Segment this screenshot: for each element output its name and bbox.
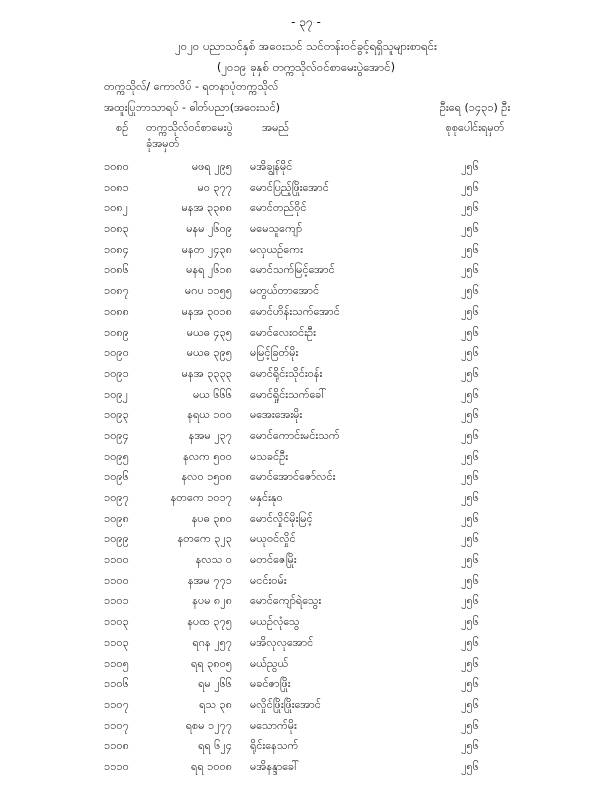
roll-number: နရယ ၁၀၀ bbox=[187, 408, 232, 422]
table-row bbox=[0, 757, 612, 778]
student-name: မနှင်းနုဝ bbox=[250, 491, 283, 504]
roll-number: နပထ ၃၇၅ bbox=[187, 615, 232, 629]
total-score: ၂၅၆ bbox=[461, 304, 479, 318]
row-number: ၁၀၈၁ bbox=[104, 180, 129, 194]
row-number: ၁၀၈၈ bbox=[104, 304, 129, 318]
table-row bbox=[0, 529, 612, 550]
student-name: မောင်အောင်ဇော်လင်း bbox=[250, 470, 336, 484]
student-name: မယုဝင်လှိုင် bbox=[250, 532, 296, 546]
student-name: မောင်ပြည့်ဖြိုးအောင် bbox=[250, 180, 329, 194]
total-score: ၂၅၆ bbox=[461, 449, 479, 463]
roll-number: မနအ ၃၃၃၃ bbox=[181, 366, 232, 380]
row-number: ၁၀၉၁ bbox=[104, 366, 129, 380]
total-score: ၂၅၆ bbox=[461, 470, 479, 484]
total-score: ၂၅၆ bbox=[461, 160, 479, 173]
table-row bbox=[0, 302, 612, 323]
table-row bbox=[0, 426, 612, 447]
roll-number: နလဝ ၁၅၀၈ bbox=[181, 470, 232, 484]
total-score: ၂၅၆ bbox=[461, 180, 479, 194]
roll-number: နတကေ ၁၀၁၇ bbox=[170, 491, 232, 504]
student-name: မအိနန္ဒာခေါ် bbox=[250, 759, 299, 773]
table-row bbox=[0, 240, 612, 261]
roll-number: မနအ ၃၃၈၈ bbox=[181, 201, 232, 215]
roll-number: မနအ ၃၀၁၈ bbox=[181, 304, 232, 318]
table-row bbox=[0, 467, 612, 488]
row-number: ၁၀၉၇ bbox=[104, 491, 129, 504]
row-number: ၁၁၀၀ bbox=[104, 573, 129, 587]
row-number: ၁၀၉၆ bbox=[104, 470, 129, 484]
row-number: ၁၁၀၆ bbox=[104, 677, 129, 691]
row-number: ၁၁၀၀ bbox=[104, 553, 129, 567]
document-title: ၂၀၂၀ ပညာသင်နှစ် အဝေးသင် သင်တန်းဝင်ခွင့်ရရှိသူများစာရင်း bbox=[175, 39, 437, 53]
roll-number: မနတ ၂၄၃၈ bbox=[181, 242, 232, 256]
total-score: ၂၅၆ bbox=[461, 635, 479, 649]
roll-number: နပမ ၈၂၈ bbox=[192, 594, 232, 608]
table-row bbox=[0, 612, 612, 633]
total-score: ၂၅၆ bbox=[461, 284, 479, 298]
total-score: ၂၅၆ bbox=[461, 532, 479, 546]
student-name: မယဉ်လုံသွေ bbox=[250, 615, 300, 629]
row-number: ၁၀၈၃ bbox=[104, 222, 129, 236]
student-name: မငင်းဝမ်း bbox=[250, 573, 287, 587]
total-score: ၂၅၆ bbox=[461, 325, 479, 339]
row-number: ၁၀၉၃ bbox=[104, 408, 129, 422]
table-row bbox=[0, 654, 612, 675]
row-number: ၁၀၈၄ bbox=[104, 242, 129, 256]
roll-number: နလသ ၀ bbox=[195, 553, 232, 567]
roll-number: နအမ ၇၇၁ bbox=[187, 573, 232, 587]
roll-number: ရသ ၃၈ bbox=[199, 697, 232, 711]
student-name: မလှိုင်ဖြိုးဖြိုးအောင် bbox=[250, 697, 321, 711]
roll-number: မနရ ၂၆၁၈ bbox=[186, 263, 232, 277]
total-score: ၂၅၆ bbox=[461, 759, 479, 773]
row-number: ၁၀၉၉ bbox=[104, 532, 129, 546]
table-row bbox=[0, 550, 612, 571]
table-row bbox=[0, 405, 612, 426]
score-column-header: စုစုပေါင်းရမှတ် bbox=[445, 121, 505, 134]
table-row bbox=[0, 385, 612, 406]
table-row bbox=[0, 571, 612, 592]
total-score: ၂၅၆ bbox=[461, 222, 479, 236]
student-name: မအိလုလုအောင် bbox=[250, 635, 314, 649]
row-number: ၁၁၀၃ bbox=[104, 635, 129, 649]
roll-number: ရရ ၆၂၄ bbox=[198, 739, 232, 753]
row-number: ၁၁၀၇ bbox=[104, 718, 129, 732]
table-row bbox=[0, 674, 612, 695]
table-row bbox=[0, 281, 612, 302]
roll-number: နအမ ၂၃၇ bbox=[188, 428, 232, 442]
specialization-line: အထူးပြုဘာသာရပ် - ဓါတ်ပညာ(အဝေးသင်) bbox=[104, 101, 281, 114]
roll-column-header-line2: ခုံအမှတ် bbox=[146, 137, 180, 150]
university-line: တက္ကသိုလ်/ ကောလိပ် - ရတနာပုံတက္ကသိုလ် bbox=[104, 80, 279, 93]
no-column-header: စဉ် bbox=[116, 121, 129, 134]
table-row bbox=[0, 736, 612, 757]
total-score: ၂၅၆ bbox=[461, 346, 479, 360]
roll-number: မနမ ၂၆၀၉ bbox=[186, 222, 232, 236]
table-row bbox=[0, 364, 612, 385]
row-number: ၁၀၈၀ bbox=[104, 160, 129, 173]
student-name: မမေသူကျော် bbox=[250, 222, 303, 236]
results-table bbox=[0, 157, 612, 778]
student-name: မအေးအေးမိုး bbox=[250, 408, 303, 422]
roll-number: မဂပ ၁၁၅၅ bbox=[184, 284, 232, 298]
total-score: ၂၅၆ bbox=[461, 656, 479, 670]
student-name: မအိချွန်မိုင် bbox=[250, 160, 293, 173]
table-row bbox=[0, 716, 612, 737]
student-name: မသခင်ဦး bbox=[250, 449, 289, 463]
row-number: ၁၀၉၅ bbox=[104, 449, 129, 463]
student-name: မခင်ဇာဖြိုး bbox=[250, 677, 291, 691]
roll-number: ရရ ၃၈၀၅ bbox=[191, 656, 232, 670]
student-name: မောင်ရိုင်းသိုင်းဝန်း bbox=[250, 366, 323, 380]
total-score: ၂၅၆ bbox=[461, 739, 479, 753]
table-row bbox=[0, 633, 612, 654]
row-number: ၁၁၀၇ bbox=[104, 697, 129, 711]
roll-number: နတကေ ၃၂၃ bbox=[177, 532, 232, 546]
row-number: ၁၁၀၅ bbox=[104, 656, 129, 670]
total-score: ၂၅၆ bbox=[461, 677, 479, 691]
roll-number: ရရ ၁၀၀၈ bbox=[191, 759, 232, 773]
student-name: မောင်ကောင်းမင်းသက် bbox=[250, 428, 340, 442]
roll-number: မယဓ ၄၃၅ bbox=[186, 325, 232, 339]
student-name: မမြင့်ခြတ်မိုး bbox=[250, 346, 299, 360]
total-score: ၂၅၆ bbox=[461, 428, 479, 442]
table-row bbox=[0, 695, 612, 716]
total-score: ၂၅၆ bbox=[461, 573, 479, 587]
row-number: ၁၀၉၈ bbox=[104, 511, 129, 525]
student-name: မတွယ်တာအောင် bbox=[250, 284, 320, 298]
row-number: ၁၀၉၂ bbox=[104, 387, 128, 401]
student-name: မယ်ညွယ် bbox=[250, 656, 289, 670]
row-number: ၁၀၈၆ bbox=[104, 263, 129, 277]
table-row bbox=[0, 447, 612, 468]
roll-number: မယဓ ၃၉၅ bbox=[186, 346, 232, 360]
table-row bbox=[0, 323, 612, 344]
page-number: - ၃၇ - bbox=[291, 15, 321, 29]
total-score: ၂၅၆ bbox=[461, 387, 479, 401]
row-number: ၁၀၈၇ bbox=[104, 284, 129, 298]
total-score: ၂၅၆ bbox=[461, 511, 479, 525]
table-row bbox=[0, 343, 612, 364]
roll-number: ရစမ ၁၂၇၇ bbox=[185, 718, 232, 732]
row-number: ၁၁၀၃ bbox=[104, 615, 129, 629]
student-name: မောင်ရှိုင်းသက်ခေါ် bbox=[250, 387, 327, 401]
student-name: မောင်လေးဝင်းဦး bbox=[250, 325, 316, 339]
row-number: ၁၀၈၉ bbox=[104, 325, 129, 339]
row-number: ၁၀၈၂ bbox=[104, 201, 129, 215]
student-name: မောင်တည်ဝိုင် bbox=[250, 201, 307, 215]
table-row bbox=[0, 198, 612, 219]
table-row bbox=[0, 260, 612, 281]
student-name: မလှယဉ်ကေး bbox=[250, 242, 303, 256]
total-score: ၂၅၆ bbox=[461, 491, 479, 504]
row-number: ၁၀၉၄ bbox=[104, 428, 129, 442]
row-number: ၁၁၁၀ bbox=[104, 759, 129, 773]
student-name: မတင်ဇေမြိုး bbox=[250, 553, 297, 567]
roll-number: နပဓ ၃၈၀ bbox=[191, 511, 232, 525]
student-name: မောင်သက်မြင့်အောင် bbox=[250, 263, 335, 277]
total-score: ၂၅၆ bbox=[461, 408, 479, 422]
total-score: ၂၅၆ bbox=[461, 718, 479, 732]
roll-number: မဖရ ၂၉၅ bbox=[191, 160, 232, 173]
student-name: မောင်ဟိန်းသက်အောင် bbox=[250, 304, 340, 318]
total-score: ၂၅၆ bbox=[461, 594, 479, 608]
document-subtitle: (၂၀၁၉ ခုနှစ် တက္ကသိုလ်ဝင်စာမေးပွဲအောင်) bbox=[216, 60, 396, 74]
roll-number: ရမ ၂၆၆ bbox=[198, 677, 232, 691]
name-column-header: အမည် bbox=[262, 121, 290, 134]
total-score: ၂၅၆ bbox=[461, 615, 479, 629]
total-score: ၂၅၆ bbox=[461, 553, 479, 567]
table-row bbox=[0, 219, 612, 240]
total-score: ၂၅၆ bbox=[461, 242, 479, 256]
total-score: ၂၅၆ bbox=[461, 201, 479, 215]
total-score: ၂၅၆ bbox=[461, 697, 479, 711]
row-number: ၁၁၀၈ bbox=[104, 739, 129, 753]
total-score: ၂၅၆ bbox=[461, 263, 479, 277]
table-row bbox=[0, 591, 612, 612]
roll-number: ရဂန ၂၅၇ bbox=[192, 635, 232, 649]
roll-column-header: တက္ကသိုလ်ဝင်စာမေးပွဲ bbox=[146, 121, 233, 134]
total-count-label: ဦးရေ (၁၄၃၁) ဦး bbox=[439, 101, 511, 114]
roll-number: မယ ၆၆၆ bbox=[192, 387, 232, 401]
table-row bbox=[0, 488, 612, 509]
total-score: ၂၅၆ bbox=[461, 366, 479, 380]
student-name: မောင်လှိုင်မိုးမြင့် bbox=[250, 511, 313, 525]
table-row bbox=[0, 178, 612, 199]
student-name: ရိုင်းနေသက် bbox=[250, 739, 299, 753]
roll-number: နလက ၅၀၀ bbox=[183, 449, 232, 463]
table-row bbox=[0, 157, 612, 178]
row-number: ၁၀၉၀ bbox=[104, 346, 129, 360]
table-row bbox=[0, 509, 612, 530]
roll-number: မဝ ၃၇၇ bbox=[197, 180, 232, 194]
student-name: မောင်ကျော်ရဲသွေး bbox=[250, 594, 322, 608]
row-number: ၁၁၀၁ bbox=[104, 594, 129, 608]
student-name: မသောက်မိုး bbox=[250, 718, 297, 732]
